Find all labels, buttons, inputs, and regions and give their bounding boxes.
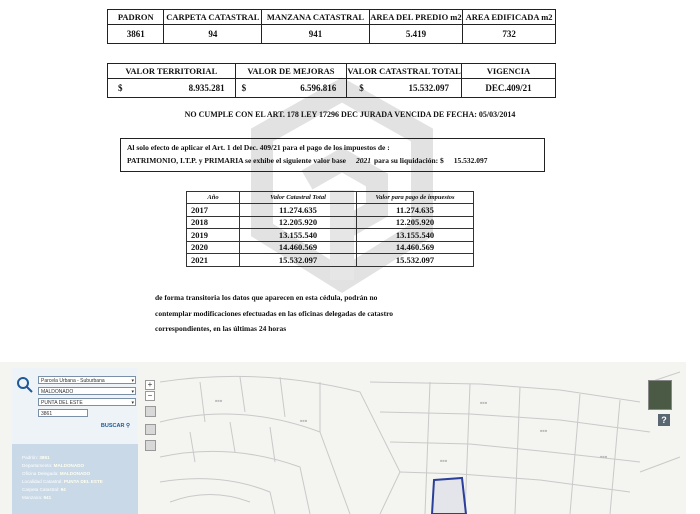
currency-sign: $ <box>241 83 247 93</box>
info-label: Carpeta Catastral: <box>22 487 60 492</box>
department-select[interactable] <box>38 387 136 395</box>
row-tax: 12.205.920 <box>357 216 474 229</box>
header-vigencia: VIGENCIA <box>461 64 555 79</box>
print-icon[interactable] <box>145 440 156 451</box>
zoom-controls <box>145 380 155 402</box>
zoom-in-button[interactable]: + <box>145 380 155 390</box>
currency-sign: $ <box>118 83 123 93</box>
amount: 8.935.281 <box>188 83 225 93</box>
compliance-notice: NO CUMPLE CON EL ART. 178 LEY 17296 DEC JURADA VENCIDA DE FECHA: 05/03/2014 <box>184 110 516 119</box>
padron-input-value: 3861 <box>41 411 53 417</box>
info-value: 3861 <box>39 455 50 460</box>
header-carpeta: CARPETA CATASTRAL <box>164 10 262 25</box>
table-row <box>187 254 474 267</box>
tax-base-text: PATRIMONIO, I.T.P. y PRIMARIA se exhibe el siguiente valor base <box>127 156 346 165</box>
department-select-value: MALDONADO <box>41 389 74 395</box>
info-value: PUNTA DEL ESTE <box>63 479 103 484</box>
header-area-predio: AREA DEL PREDIO m2 <box>369 10 462 25</box>
search-panel <box>12 368 138 514</box>
value-valor-mejoras <box>235 79 347 98</box>
search-button[interactable] <box>101 423 130 429</box>
disclaimer-line: correspondientes, en las últimas 24 horas <box>155 324 287 333</box>
row-year: 2018 <box>187 216 240 229</box>
parcel-table <box>107 9 556 44</box>
svg-text:■■■: ■■■ <box>440 458 448 463</box>
row-year: 2019 <box>187 229 240 242</box>
header-valor-territorial: VALOR TERRITORIAL <box>108 64 236 79</box>
info-value: 94 <box>60 487 66 492</box>
search-button-label: BUSCAR <box>100 423 125 429</box>
row-tax: 15.532.097 <box>357 254 474 267</box>
tax-base-year: 2021 <box>355 156 371 165</box>
row-total: 11.274.635 <box>240 204 357 217</box>
valuation-table <box>107 63 556 98</box>
info-row <box>22 478 103 486</box>
search-panel-form <box>12 368 138 444</box>
header-valor-mejoras: VALOR DE MEJORAS <box>235 64 347 79</box>
measure-icon[interactable] <box>145 424 156 435</box>
row-total: 13.155.540 <box>240 229 357 242</box>
info-label: Departamento: <box>22 463 53 468</box>
header-year: Año <box>187 192 240 204</box>
header-valor-total: VALOR CATASTRAL TOTAL <box>347 64 462 79</box>
history-table <box>186 191 474 267</box>
disclaimer-line: contemplar modificaciones efectuadas en las oficinas delegadas de catastro <box>155 308 394 318</box>
info-value: MALDONADO <box>59 471 91 476</box>
chevron-down-icon: ▾ <box>131 400 134 406</box>
info-row <box>22 486 103 494</box>
info-label: Localidad Catastral: <box>22 479 63 484</box>
header-area-edificada: AREA EDIFICADA m2 <box>463 10 556 25</box>
row-total: 15.532.097 <box>240 254 357 267</box>
row-total: 14.460.569 <box>240 241 357 254</box>
row-tax: 13.155.540 <box>357 229 474 242</box>
svg-text:■■■: ■■■ <box>480 400 488 405</box>
info-label: Manzana: <box>22 495 43 500</box>
disclaimer-line: de forma transitoria los datos que aparecen en esta cédula, podrán no <box>155 293 378 302</box>
info-label: Oficina Delegada: <box>22 471 59 476</box>
tax-base-text-2: para su liquidación: $ <box>373 156 444 165</box>
amount: 15.532.097 <box>408 83 449 93</box>
type-select-value: Parcela Urbana - Suburbana <box>41 378 105 384</box>
search-icon: ⚲ <box>125 423 130 429</box>
tax-base-amount: 15.532.097 <box>453 156 488 165</box>
row-year: 2020 <box>187 241 240 254</box>
value-padron: 3861 <box>108 25 164 44</box>
value-area-predio: 5.419 <box>369 25 462 44</box>
disclaimer-paragraph <box>155 290 393 337</box>
header-total: Valor Catastral Total <box>240 192 357 204</box>
locality-select[interactable] <box>38 398 136 406</box>
row-year: 2021 <box>187 254 240 267</box>
tax-base-line2 <box>127 154 538 167</box>
header-padron: PADRON <box>108 10 164 25</box>
amount: 6.596.816 <box>300 83 337 93</box>
info-value: MALDONADO <box>53 463 85 468</box>
row-total: 12.205.920 <box>240 216 357 229</box>
info-row <box>22 454 103 462</box>
table-row <box>187 216 474 229</box>
table-row <box>187 229 474 242</box>
map-viewer[interactable] <box>0 362 686 514</box>
info-row <box>22 462 103 470</box>
svg-text:■■■: ■■■ <box>600 454 608 459</box>
locality-select-value: PUNTA DEL ESTE <box>41 400 83 406</box>
tax-base-line1: Al solo efecto de aplicar el Art. 1 del Dec. 409/21 para el pago de los impuestos de : <box>127 143 390 152</box>
table-row <box>187 204 474 217</box>
tax-base-box <box>120 138 545 172</box>
home-icon[interactable] <box>145 406 156 417</box>
info-row <box>22 470 103 478</box>
selected-parcel <box>432 478 466 514</box>
header-tax: Valor para pago de impuestos <box>357 192 474 204</box>
value-area-edificada: 732 <box>463 25 556 44</box>
row-tax: 11.274.635 <box>357 204 474 217</box>
value-carpeta: 94 <box>164 25 262 44</box>
chevron-down-icon: ▾ <box>131 378 134 384</box>
svg-text:■■■: ■■■ <box>215 398 223 403</box>
svg-text:■■■: ■■■ <box>540 428 548 433</box>
info-value: 941 <box>43 495 52 500</box>
zoom-out-button[interactable]: − <box>145 391 155 401</box>
row-year: 2017 <box>187 204 240 217</box>
table-row <box>187 241 474 254</box>
info-label: Padrón: <box>22 455 39 460</box>
basemap-toggle[interactable] <box>648 380 672 410</box>
header-manzana: MANZANA CATASTRAL <box>262 10 370 25</box>
padron-input[interactable] <box>38 409 88 417</box>
help-button[interactable]: ? <box>658 414 670 426</box>
svg-text:■■■: ■■■ <box>300 418 308 423</box>
value-vigencia: DEC.409/21 <box>461 79 555 98</box>
type-select[interactable] <box>38 376 136 384</box>
chevron-down-icon: ▾ <box>131 389 134 395</box>
currency-sign: $ <box>359 83 364 93</box>
row-tax: 14.460.569 <box>357 241 474 254</box>
value-manzana: 941 <box>262 25 370 44</box>
value-valor-total <box>347 79 462 98</box>
search-logo-icon <box>16 376 34 394</box>
parcel-info <box>22 454 103 502</box>
value-valor-territorial <box>108 79 236 98</box>
info-row <box>22 494 103 502</box>
